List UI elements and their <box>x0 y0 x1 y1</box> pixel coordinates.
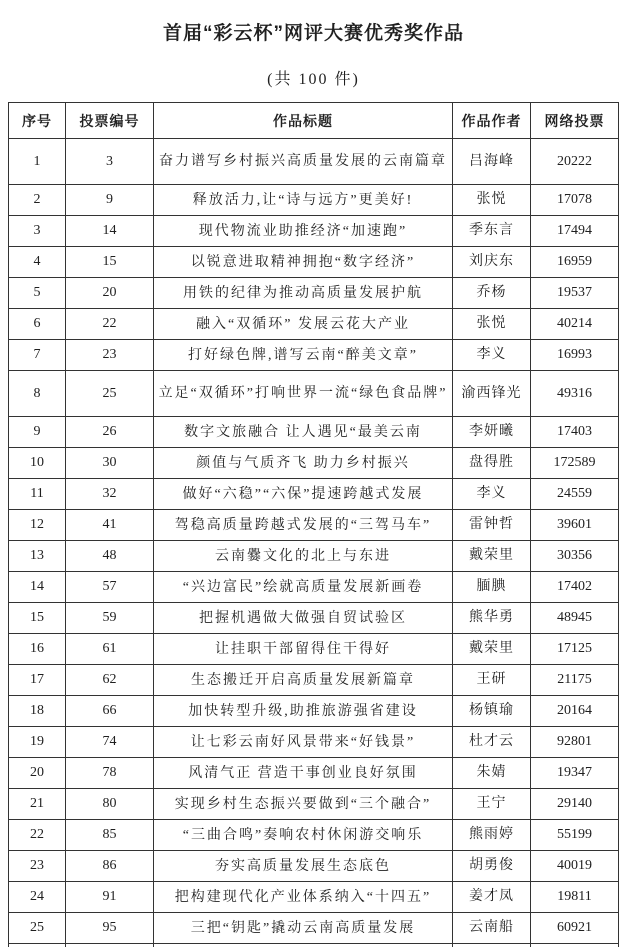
cell-author <box>453 541 531 572</box>
column-header-ballot-number: 投票编号 <box>66 103 154 139</box>
cell-work-title: 用铁的纪律为推动高质量发展护航 <box>154 278 453 309</box>
cell-author <box>453 510 531 541</box>
cell-serial-number: 6 <box>9 309 66 340</box>
cell-serial-number: 22 <box>9 820 66 851</box>
cell-vote-count: 21175 <box>531 665 619 696</box>
author-text: 盘得胜 <box>469 455 514 470</box>
cell-ballot-number: 26 <box>66 417 154 448</box>
cell-vote-count: 16993 <box>531 340 619 371</box>
table-row <box>9 665 619 696</box>
cell-ballot-number: 30 <box>66 448 154 479</box>
cell-serial-number: 1 <box>9 139 66 185</box>
cell-serial-number: 24 <box>9 882 66 913</box>
author-text: 李义 <box>476 347 507 362</box>
column-header-serial-number: 序号 <box>9 103 66 139</box>
cell-serial-number: 13 <box>9 541 66 572</box>
author-text: 李义 <box>476 486 507 501</box>
cell-author <box>453 479 531 510</box>
cell-serial-number: 7 <box>9 340 66 371</box>
cell-serial-number: 3 <box>9 216 66 247</box>
table-row <box>9 448 619 479</box>
table-header-row <box>9 103 619 139</box>
cell-author <box>453 665 531 696</box>
cell-ballot-number: 80 <box>66 789 154 820</box>
table-row <box>9 417 619 448</box>
cell-vote-count: 19347 <box>531 758 619 789</box>
author-text: 李妍曦 <box>469 424 514 439</box>
cell-ballot-number: 91 <box>66 882 154 913</box>
cell-vote-count: 24559 <box>531 479 619 510</box>
cell-vote-count: 17403 <box>531 417 619 448</box>
author-text: 渝西锋光 <box>461 385 522 401</box>
cell-author <box>453 309 531 340</box>
table-row <box>9 634 619 665</box>
cell-vote-count: 20164 <box>531 696 619 727</box>
page-title: 首届“彩云杯”网评大赛优秀奖作品 <box>162 23 464 44</box>
cell-serial-number: 14 <box>9 572 66 603</box>
cell-ballot-number: 66 <box>66 696 154 727</box>
cell-ballot-number: 41 <box>66 510 154 541</box>
cell-work-title: 奋力谱写乡村振兴高质量发展的云南篇章 <box>154 139 453 185</box>
cell-vote-count: 17494 <box>531 216 619 247</box>
cell-author <box>453 371 531 417</box>
cell-serial-number: 19 <box>9 727 66 758</box>
cell-work-title: 做好“六稳”“六保”提速跨越式发展 <box>154 479 453 510</box>
author-text: 戴荣里 <box>469 548 514 563</box>
author-text: 杨镇瑜 <box>469 703 514 718</box>
cell-serial-number: 25 <box>9 913 66 944</box>
cell-author <box>453 247 531 278</box>
cell-vote-count: 55199 <box>531 820 619 851</box>
cell-work-title: 打好绿色牌,谱写云南“醉美文章” <box>154 340 453 371</box>
table-row <box>9 541 619 572</box>
cell-vote-count: 17125 <box>531 634 619 665</box>
cell-work-title: 三把“钥匙”撬动云南高质量发展 <box>154 913 453 944</box>
cell-work-title: 现代物流业助推经济“加速跑” <box>154 216 453 247</box>
cell-serial-number: 2 <box>9 185 66 216</box>
cell-vote-count: 39601 <box>531 510 619 541</box>
author-text: 腼腆 <box>476 579 507 594</box>
cell-vote-count: 30356 <box>531 541 619 572</box>
cell-work-title: 风清气正 营造干事创业良好氛围 <box>154 758 453 789</box>
cell-work-title: 云南爨文化的北上与东进 <box>154 541 453 572</box>
author-text: 胡勇俊 <box>469 858 514 873</box>
cell-work-title: 让挂职干部留得住干得好 <box>154 634 453 665</box>
cell-ballot-number: 85 <box>66 820 154 851</box>
cell-work-title: 把构建现代化产业体系纳入“十四五” <box>154 882 453 913</box>
cell-vote-count: 60921 <box>531 913 619 944</box>
author-text: 熊雨婷 <box>469 827 514 842</box>
cell-ballot-number: 62 <box>66 665 154 696</box>
table-row <box>9 479 619 510</box>
cell-work-title: “三曲合鸣”奏响农村休闲游交响乐 <box>154 820 453 851</box>
cell-serial-number: 16 <box>9 634 66 665</box>
cell-ballot-number: 32 <box>66 479 154 510</box>
table-row <box>9 913 619 944</box>
cell-ballot-number: 22 <box>66 309 154 340</box>
cell-author <box>453 851 531 882</box>
cell-author <box>453 185 531 216</box>
cell-ballot-number: 9 <box>66 185 154 216</box>
cell-work-title: 实现乡村生态振兴要做到“三个融合” <box>154 789 453 820</box>
author-text: 张悦 <box>476 192 507 207</box>
table-row <box>9 789 619 820</box>
cell-vote-count: 20222 <box>531 139 619 185</box>
cell-vote-count: 49316 <box>531 371 619 417</box>
table-row <box>9 510 619 541</box>
cell-ballot-number: 14 <box>66 216 154 247</box>
cell-ballot-number: 20 <box>66 278 154 309</box>
cell-ballot-number: 78 <box>66 758 154 789</box>
table-row <box>9 851 619 882</box>
table-row-partial <box>9 944 619 947</box>
table-row <box>9 247 619 278</box>
author-text: 杜才云 <box>469 734 514 749</box>
cell-ballot-number: 15 <box>66 247 154 278</box>
cell-work-title: 驾稳高质量跨越式发展的“三驾马车” <box>154 510 453 541</box>
cell-ballot-number: 74 <box>66 727 154 758</box>
cell-author <box>453 758 531 789</box>
table-row <box>9 727 619 758</box>
table-body <box>9 139 619 947</box>
cell-work-title: 生态搬迁开启高质量发展新篇章 <box>154 665 453 696</box>
cell-serial-number: 5 <box>9 278 66 309</box>
cell-ballot-number: 61 <box>66 634 154 665</box>
table-row <box>9 371 619 417</box>
cell-author <box>453 572 531 603</box>
author-text: 王研 <box>476 672 507 687</box>
table-row <box>9 758 619 789</box>
table-row <box>9 139 619 185</box>
cell-author <box>453 882 531 913</box>
cell-vote-count: 40214 <box>531 309 619 340</box>
awards-table <box>8 102 619 947</box>
cell-author <box>453 696 531 727</box>
cell-work-title: 数字文旅融合 让人遇见“最美云南 <box>154 417 453 448</box>
cell-ballot-number: 23 <box>66 340 154 371</box>
cell-serial-number: 17 <box>9 665 66 696</box>
column-header-author: 作品作者 <box>453 103 531 139</box>
cell-vote-count: 92801 <box>531 727 619 758</box>
cell-author <box>453 417 531 448</box>
table-row <box>9 820 619 851</box>
cell-author <box>453 820 531 851</box>
author-text: 戴荣里 <box>469 641 514 656</box>
cell-serial-number: 21 <box>9 789 66 820</box>
cell-work-title: 颜值与气质齐飞 助力乡村振兴 <box>154 448 453 479</box>
cell-ballot-number: 59 <box>66 603 154 634</box>
cell-work-title: 立足“双循环”打响世界一流“绿色食品牌” <box>154 371 453 417</box>
cell-author <box>453 727 531 758</box>
cell-author <box>453 603 531 634</box>
table-row <box>9 340 619 371</box>
cell-author <box>453 216 531 247</box>
cell-vote-count: 172589 <box>531 448 619 479</box>
table-row <box>9 882 619 913</box>
cell-author <box>453 789 531 820</box>
cell-work-title: 融入“双循环” 发展云花大产业 <box>154 309 453 340</box>
cell-ballot-number: 95 <box>66 913 154 944</box>
author-text: 熊华勇 <box>469 610 514 625</box>
cell-serial-number: 15 <box>9 603 66 634</box>
author-text: 季东言 <box>469 223 514 238</box>
table-row <box>9 572 619 603</box>
cell-serial-number: 18 <box>9 696 66 727</box>
table-row <box>9 696 619 727</box>
cell-serial-number: 10 <box>9 448 66 479</box>
cell-author <box>453 448 531 479</box>
column-header-online-votes: 网络投票 <box>531 103 619 139</box>
cell-vote-count: 19811 <box>531 882 619 913</box>
column-header-work-title: 作品标题 <box>154 103 453 139</box>
cell-vote-count: 19537 <box>531 278 619 309</box>
cell-author <box>453 634 531 665</box>
cell-vote-count: 40019 <box>531 851 619 882</box>
cell-work-title: 释放活力,让“诗与远方”更美好! <box>154 185 453 216</box>
table-row <box>9 603 619 634</box>
cell-ballot-number: 86 <box>66 851 154 882</box>
cell-work-title: 加快转型升级,助推旅游强省建设 <box>154 696 453 727</box>
author-text: 吕海峰 <box>469 153 514 169</box>
cell-work-title: “兴边富民”绘就高质量发展新画卷 <box>154 572 453 603</box>
table-row <box>9 216 619 247</box>
cell-ballot-number: 48 <box>66 541 154 572</box>
cell-serial-number: 20 <box>9 758 66 789</box>
cell-vote-count: 16959 <box>531 247 619 278</box>
cell-serial-number: 8 <box>9 371 66 417</box>
table-row <box>9 278 619 309</box>
cell-serial-number: 9 <box>9 417 66 448</box>
table-row <box>9 185 619 216</box>
cell-serial-number: 11 <box>9 479 66 510</box>
cell-vote-count: 29140 <box>531 789 619 820</box>
page-subtitle: (共 100 件) <box>267 71 360 88</box>
cell-ballot-number: 25 <box>66 371 154 417</box>
author-text: 刘庆东 <box>469 254 514 269</box>
cell-serial-number: 4 <box>9 247 66 278</box>
author-text: 乔杨 <box>476 285 507 300</box>
cell-work-title: 夯实高质量发展生态底色 <box>154 851 453 882</box>
cell-ballot-number: 57 <box>66 572 154 603</box>
cell-work-title: 让七彩云南好风景带来“好钱景” <box>154 727 453 758</box>
cell-work-title: 把握机遇做大做强自贸试验区 <box>154 603 453 634</box>
cell-author <box>453 278 531 309</box>
author-text: 姜才凤 <box>469 889 514 904</box>
cell-author <box>453 340 531 371</box>
cell-serial-number: 23 <box>9 851 66 882</box>
cell-work-title: 以锐意进取精神拥抱“数字经济” <box>154 247 453 278</box>
cell-serial-number: 12 <box>9 510 66 541</box>
author-text: 张悦 <box>476 316 507 331</box>
cell-author <box>453 913 531 944</box>
cell-vote-count: 48945 <box>531 603 619 634</box>
author-text: 朱婧 <box>476 765 507 780</box>
cell-author <box>453 139 531 185</box>
author-text: 雷钟哲 <box>469 517 514 532</box>
table-row <box>9 309 619 340</box>
author-text: 云南船 <box>469 920 514 935</box>
cell-vote-count: 17078 <box>531 185 619 216</box>
cell-ballot-number: 3 <box>66 139 154 185</box>
author-text: 王宁 <box>476 796 507 811</box>
cell-vote-count: 17402 <box>531 572 619 603</box>
